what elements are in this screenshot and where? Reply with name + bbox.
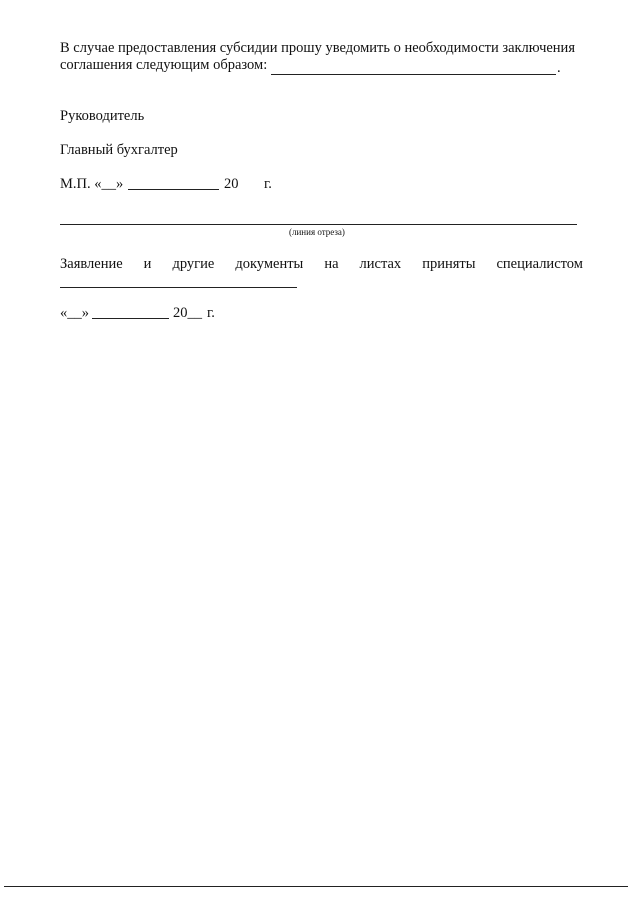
receipt-date-month-blank: [92, 318, 169, 319]
notice-line-1: В случае предоставления субсидии прошу уведомить о необходимости заключения: [60, 40, 575, 56]
receipt-word: Заявление: [60, 256, 123, 272]
notice-line-2-end: .: [557, 60, 561, 76]
receipt-word: документы: [235, 256, 304, 272]
receipt-word: приняты: [422, 256, 476, 272]
notice-line-2-label: соглашения следующим образом:: [60, 57, 268, 73]
notice-blank-line: [271, 74, 556, 75]
receipt-word: листах: [359, 256, 402, 272]
receipt-date-suffix: г.: [207, 305, 215, 321]
page-bottom-rule: [4, 886, 628, 887]
cut-line-caption: (линия отреза): [289, 227, 345, 237]
receipt-word: специалистом: [496, 256, 583, 272]
stamp-date-month-blank: [128, 189, 219, 190]
receipt-date-prefix: «__»: [60, 305, 89, 321]
stamp-date-year: 20: [224, 176, 239, 192]
receipt-specialist-blank: [60, 287, 297, 288]
chief-accountant-signature-label: Главный бухгалтер: [60, 142, 178, 158]
receipt-word: на: [324, 256, 339, 272]
receipt-statement: [60, 255, 583, 273]
cut-line: [60, 224, 577, 225]
head-signature-label: Руководитель: [60, 108, 145, 124]
stamp-date-suffix: г.: [264, 176, 272, 192]
receipt-date-year: 20__: [173, 305, 202, 321]
stamp-date-prefix: М.П. «__»: [60, 176, 124, 192]
receipt-word: и: [143, 256, 152, 272]
receipt-word: другие: [172, 256, 215, 272]
